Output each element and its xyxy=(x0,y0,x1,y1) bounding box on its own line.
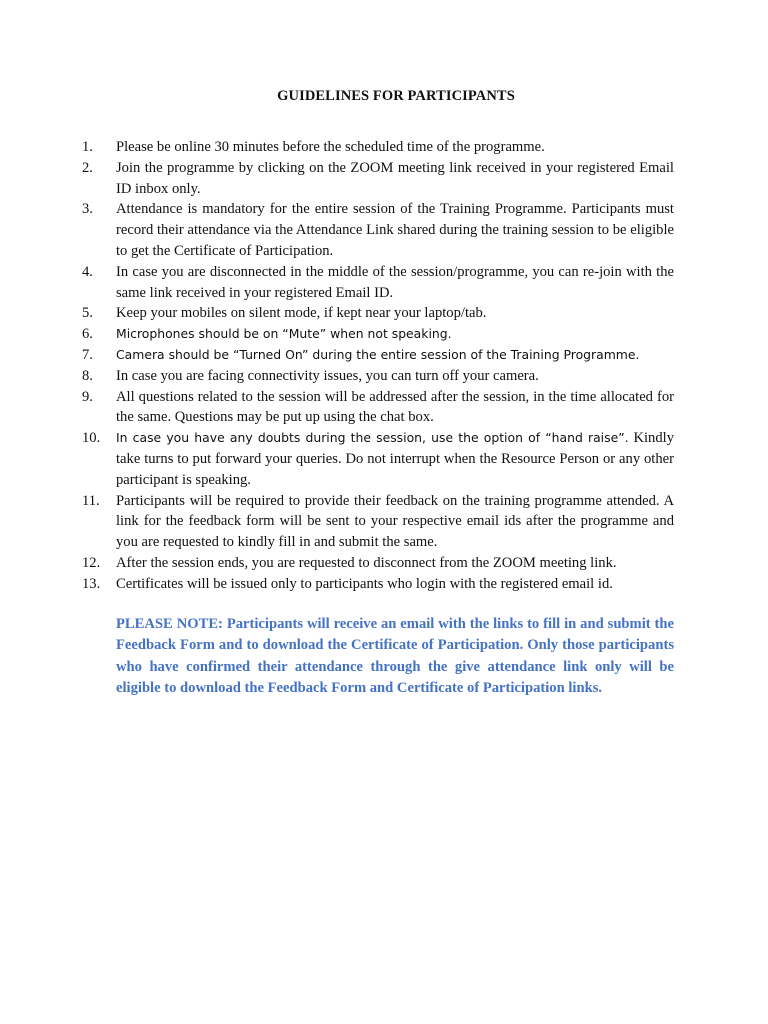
list-item xyxy=(82,387,674,429)
list-item-text: In case you are facing connectivity issues, you can turn off your camera. xyxy=(116,367,539,384)
list-item xyxy=(82,428,674,490)
please-note-paragraph: PLEASE NOTE: Participants will receive an email with the links to fill in and submit the Feedback Form and to download the Certificate of Participation. Only those participants who have confirmed their attendance through the give attendance link only will be eligible to download the Feedback Form and Certificate of Participation links. xyxy=(116,616,674,697)
list-item xyxy=(82,553,674,574)
list-item-text: Certificates will be issued only to participants who login with the registered email id. xyxy=(116,575,613,592)
list-item-number: 2. xyxy=(82,159,93,176)
list-item xyxy=(82,199,674,261)
list-item xyxy=(82,345,674,366)
list-item-text: After the session ends, you are requested to disconnect from the ZOOM meeting link. xyxy=(116,554,617,571)
list-item-number: 8. xyxy=(82,367,93,384)
list-item xyxy=(82,574,674,595)
list-item-text-part: Kindly take turns to put forward your queries. Do not interrupt when the Resource Person or any other participant is speaking. xyxy=(116,430,674,488)
list-item-number: 5. xyxy=(82,305,93,322)
list-item xyxy=(82,366,674,387)
list-item-text: All questions related to the session will be addressed after the session, in the time allocated for the same. Questions may be put up using the chat box. xyxy=(116,388,674,426)
list-item-number: 12. xyxy=(82,554,101,571)
guidelines-list xyxy=(82,137,674,595)
list-item-text: Participants will be required to provide their feedback on the training programme attended. A link for the feedback form will be sent to your respective email ids after the programme and you are requested to kindly fill in and submit the same. xyxy=(116,492,674,551)
list-item-text: Join the programme by clicking on the ZOOM meeting link received in your registered Email ID inbox only. xyxy=(116,159,674,197)
list-item-number: 7. xyxy=(82,346,93,363)
list-item xyxy=(82,324,674,345)
list-item-number: 6. xyxy=(82,326,93,343)
list-item xyxy=(82,303,674,324)
list-item-number: 4. xyxy=(82,263,93,280)
list-item-number: 3. xyxy=(82,201,93,218)
list-item-text: Attendance is mandatory for the entire session of the Training Programme. Participants must record their attendance via the Attendance Link shared during the training session to be eligible to get the Certificate of Participation. xyxy=(116,201,674,259)
list-item-text: In case you are disconnected in the middle of the session/programme, you can re-join with the same link received in your registered Email ID. xyxy=(116,263,674,301)
list-item-number: 1. xyxy=(82,139,93,155)
list-item-text: Keep your mobiles on silent mode, if kept near your laptop/tab. xyxy=(116,305,487,322)
list-item-number: 13. xyxy=(82,575,101,592)
list-item xyxy=(82,262,674,304)
list-item xyxy=(82,491,674,553)
list-item xyxy=(82,158,674,200)
list-item-number: 9. xyxy=(82,388,93,405)
list-item-text: Camera should be “Turned On” during the entire session of the Training Programme. xyxy=(116,346,640,362)
list-item-text-part: In case you have any doubts during the session, use the option of “hand raise”. xyxy=(116,430,629,446)
list-item-number: 11. xyxy=(82,492,100,509)
document-title: GUIDELINES FOR PARTICIPANTS xyxy=(277,88,515,104)
list-item xyxy=(82,137,674,158)
list-item-number: 10. xyxy=(82,430,101,447)
list-item-text: Please be online 30 minutes before the scheduled time of the programme. xyxy=(116,139,545,155)
list-item-text: Microphones should be on “Mute” when not speaking. xyxy=(116,326,452,342)
